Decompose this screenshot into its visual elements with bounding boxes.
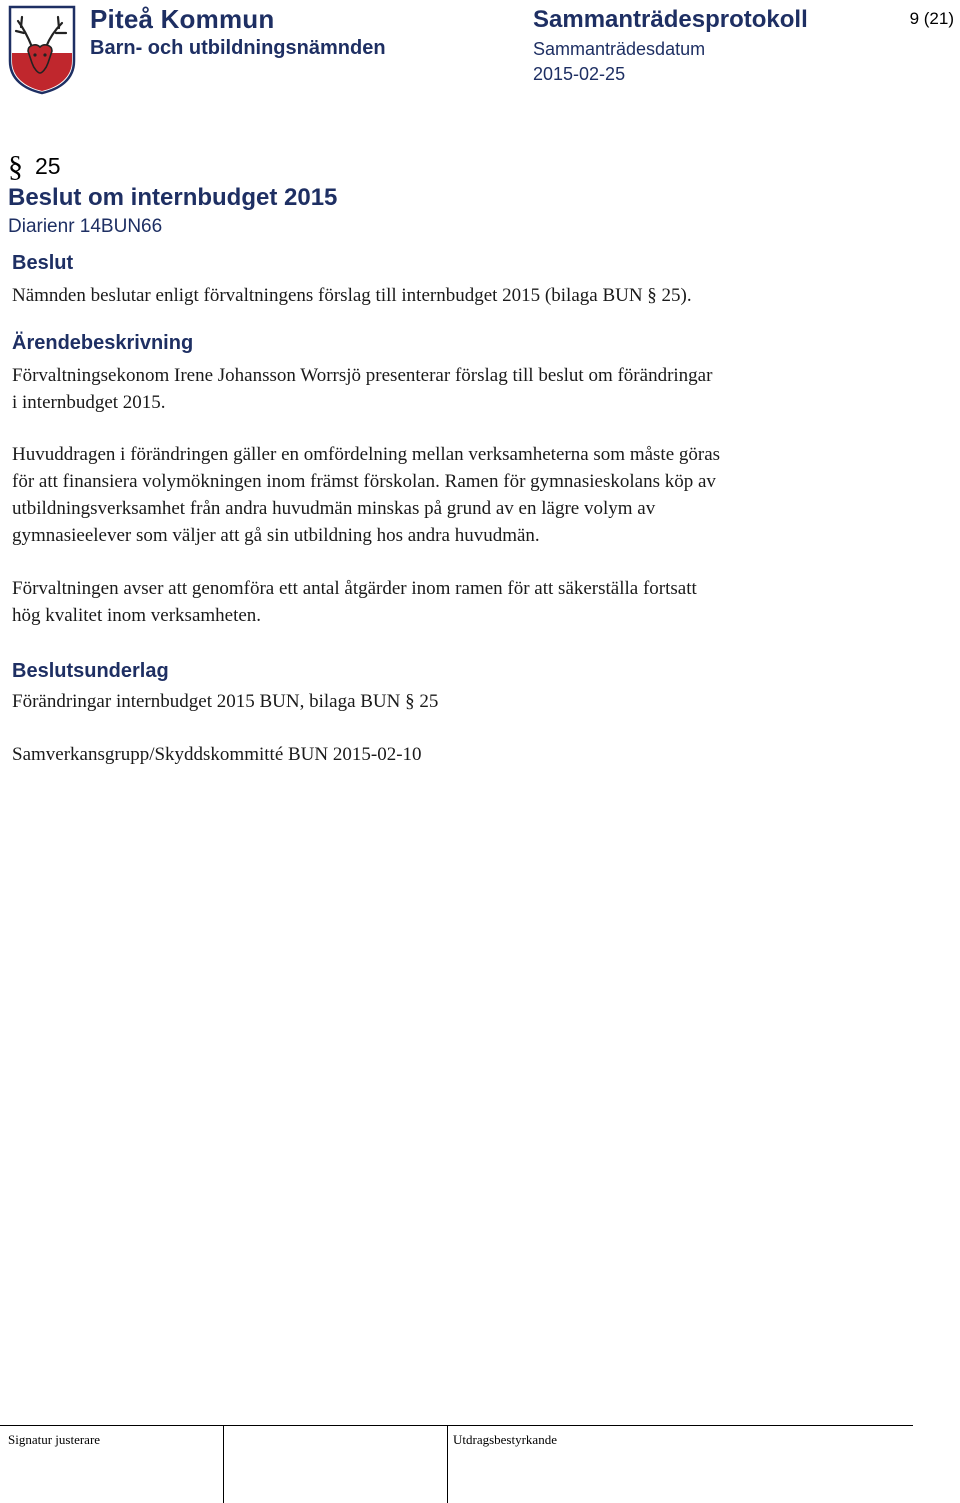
document-type: Sammanträdesprotokoll: [533, 6, 808, 33]
board-name: Barn- och utbildningsnämnden: [90, 37, 386, 59]
paragraph-line: gymnasieelever som väljer att gå sin utbildning hos andra huvudmän.: [12, 525, 540, 546]
basis-item-2: [12, 741, 912, 768]
decision-heading: Beslut: [12, 252, 74, 274]
basis-item-text: Förändringar internbudget 2015 BUN, bilaga BUN § 25: [12, 691, 439, 712]
section-number-heading: [8, 150, 61, 184]
section-title: Beslut om internbudget 2015: [8, 184, 338, 211]
description-paragraph-2: [12, 441, 912, 549]
description-heading: Ärendebeskrivning: [12, 332, 194, 354]
description-paragraph-1: [12, 362, 912, 416]
paragraph-line: för att finansiera volymökningen inom främst förskolan. Ramen för gymnasieskolans köp av: [12, 471, 716, 492]
basis-item-1: [12, 688, 912, 715]
meeting-date-value: 2015-02-25: [533, 64, 626, 84]
section-number: 25: [35, 153, 61, 179]
footer-divider: [223, 1425, 224, 1503]
paragraph-line: Huvuddragen i förändringen gäller en omfördelning mellan verksamheterna som måste göras: [12, 444, 721, 465]
footer-rule: [0, 1425, 913, 1426]
page-number: 9 (21): [909, 9, 954, 28]
meeting-date-label: Sammanträdesdatum: [533, 39, 706, 59]
organization-name: Piteå Kommun: [90, 4, 275, 34]
paragraph-line: utbildningsverksamhet från andra huvudmän minskas på grund av en lägre volym av: [12, 498, 656, 519]
signature-field-label: Signatur justerare: [8, 1432, 101, 1447]
section-symbol: §: [8, 150, 23, 183]
paragraph-line: hög kvalitet inom verksamheten.: [12, 605, 262, 626]
paragraph-line: i internbudget 2015.: [12, 392, 166, 413]
paragraph-line: Förvaltningsekonom Irene Johansson Worrsjö presenterar förslag till beslut om förändringar: [12, 365, 713, 386]
pitea-coat-of-arms-logo: [6, 3, 78, 95]
footer-divider: [447, 1425, 448, 1503]
extract-certification-label: Utdragsbestyrkande: [453, 1432, 557, 1447]
basis-heading: Beslutsunderlag: [12, 660, 169, 682]
decision-text: [12, 282, 912, 309]
description-paragraph-3: [12, 575, 912, 629]
registry-number: Diarienr 14BUN66: [8, 216, 163, 237]
decision-text-line: Nämnden beslutar enligt förvaltningens förslag till internbudget 2015 (bilaga BUN § 25).: [12, 285, 692, 306]
paragraph-line: Förvaltningen avser att genomföra ett antal åtgärder inom ramen för att säkerställa fortsatt: [12, 578, 697, 599]
basis-item-text: Samverkansgrupp/Skyddskommitté BUN 2015-02-10: [12, 744, 422, 765]
